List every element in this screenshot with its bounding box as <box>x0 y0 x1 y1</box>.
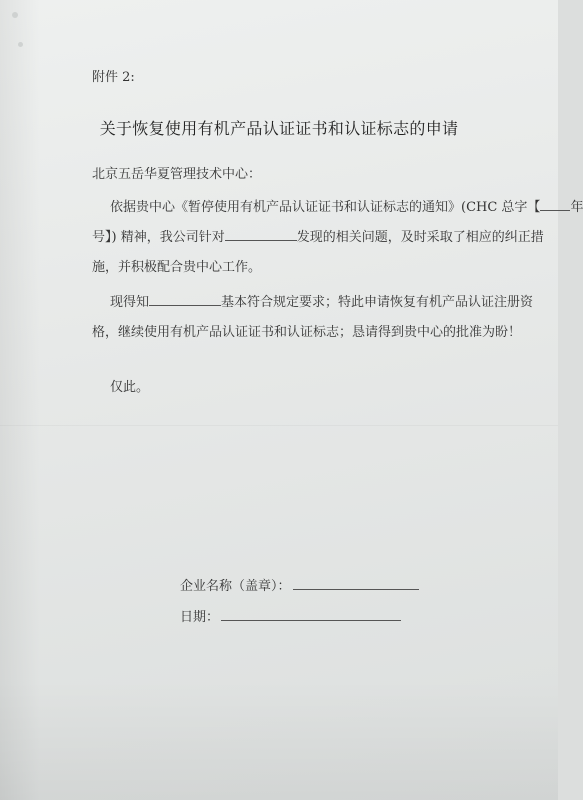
closing: 仅此。 <box>110 380 150 395</box>
date-field[interactable] <box>221 608 401 621</box>
paragraph1-text: 依据贵中心《暂停使用有机产品认证证书和认证标志的通知》(CHC 总字【 <box>110 200 541 215</box>
company-name-label: 企业名称（盖章）： <box>180 579 291 594</box>
punch-hole <box>18 42 23 47</box>
paper-fold <box>0 425 558 426</box>
paragraph1-text: 号】) 精神，我公司针对 <box>92 230 225 245</box>
paragraph1-text: 年 <box>570 200 583 215</box>
paragraph1-line1 <box>110 196 583 215</box>
company-name-row <box>180 575 419 594</box>
company-name-field[interactable] <box>293 577 419 590</box>
document-title: 关于恢复使用有机产品认证证书和认证标志的申请 <box>99 119 459 138</box>
paragraph1-text: 发现的相关问题，及时采取了相应的纠正措 <box>296 230 544 245</box>
paragraph1-line3: 施，并积极配合贵中心工作。 <box>92 260 262 275</box>
page-shadow-bottom <box>0 680 558 800</box>
paragraph2-text: 基本符合规定要求；特此申请恢复有机产品认证注册资 <box>221 295 534 310</box>
paragraph2-line1 <box>110 291 533 310</box>
blank-issue-field[interactable] <box>225 228 297 241</box>
date-label: 日期： <box>180 610 220 625</box>
paragraph2-line2: 格，继续使用有机产品认证证书和认证标志；恳请得到贵中心的批准为盼！ <box>92 325 522 340</box>
blank-year-field[interactable] <box>540 198 570 211</box>
date-row <box>180 606 401 625</box>
paragraph1-line2 <box>92 226 544 245</box>
attachment-label: 附件 2: <box>92 70 135 85</box>
blank-notice-field[interactable] <box>149 293 221 306</box>
recipient: 北京五岳华夏管理技术中心： <box>92 167 262 182</box>
punch-hole <box>12 12 18 18</box>
paragraph2-text: 现得知 <box>110 295 150 310</box>
